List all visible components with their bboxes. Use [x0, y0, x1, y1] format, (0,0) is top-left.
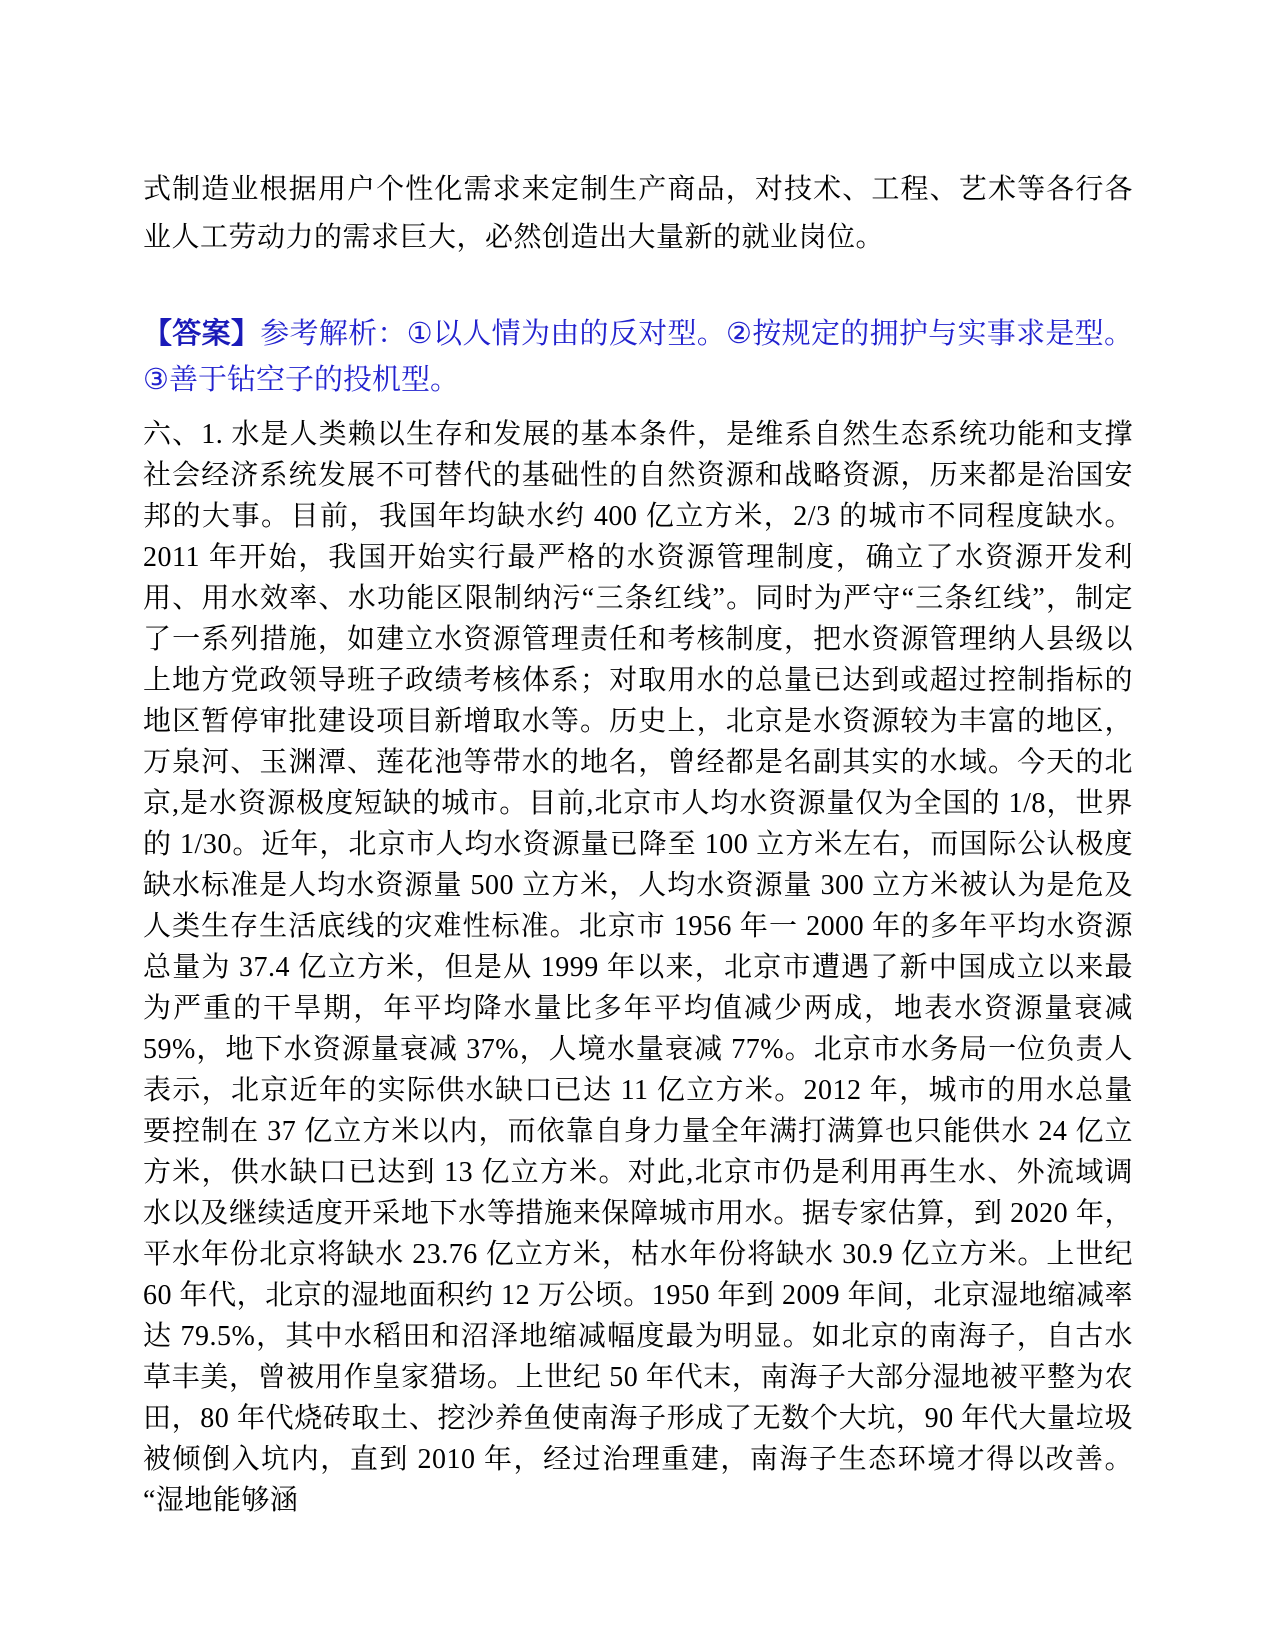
main-paragraph: 六、1. 水是人类赖以生存和发展的基本条件，是维系自然生态系统功能和支撑社会经济系统发展不可替代的基础性的自然资源和战略资源，历来都是治国安邦的大事。目前，我国年均缺水约 400 亿立方米，2/3 的城市不同程度缺水。2011 年开始，我国开始实行最严格的水资源管理制度，确立了水资源开发利用、用水效率、水功能区限制纳污“三条红线”。同时为严守“三条红线”，制定了一系列措施，如建立水资源管理责任和考核制度，把水资源管理纳人县级以上地方党政领导班子政绩考核体系；对取用水的总量已达到或超过控制指标的地区暂停审批建设项目新增取水等。历史上，北京是水资源较为丰富的地区，万泉河、玉渊潭、莲花池等带水的地名，曾经都是名副其实的水域。今天的北京,是水资源极度短缺的城市。目前,北京市人均水资源量仅为全国的 1/8，世界的 1/30。近年，北京市人均水资源量已降至 100 立方米左右，而国际公认极度缺水标准是人均水资源量 500 立方米，人均水资源量 300 立方米被认为是危及人类生存生活底线的灾难性标准。北京市 1956 年一 2000 年的多年平均水资源总量为 37.4 亿立方米，但是从 1999 年以来，北京市遭遇了新中国成立以来最为严重的干旱期，年平均降水量比多年平均值减少两成，地表水资源量衰减 59%，地下水资源量衰减 37%，人境水量衰减 77%。北京市水务局一位负责人表示，北京近年的实际供水缺口已达 11 亿立方米。2012 年，城市的用水总量要控制在 37 亿立方米以内，而依靠自身力量全年满打满算也只能供水 24 亿立方米，供水缺口已达到 13 亿立方米。对此,北京市仍是利用再生水、外流域调水以及继续适度开采地下水等措施来保障城市用水。据专家估算，到 2020 年，平水年份北京将缺水 23.76 亿立方米，枯水年份将缺水 30.9 亿立方米。上世纪 60 年代，北京的湿地面积约 12 万公顷。1950 年到 2009 年间，北京湿地缩减率达 79.5%，其中水稻田和沼泽地缩减幅度最为明显。如北京的南海子，自古水草丰美，曾被用作皇家猎场。上世纪 50 年代末，南海子大部分湿地被平整为农田，80 年代烧砖取土、挖沙养鱼使南海子形成了无数个大坑，90 年代大量垃圾被倾倒入坑内，直到 2010 年，经过治理重建，南海子生态环境才得以改善。“湿地能够涵	[143, 419, 1133, 1516]
answer-label: 【答案】	[143, 318, 261, 350]
answer-text: 参考解析：①以人情为由的反对型。②按规定的拥护与实事求是型。③善于钻空子的投机型。	[143, 318, 1133, 396]
intro-paragraph: 式制造业根据用户个性化需求来定制生产商品，对技术、工程、艺术等各行各业人工劳动力的需求巨大，必然创造出大量新的就业岗位。	[143, 174, 1133, 253]
answer-paragraph	[143, 311, 1133, 403]
